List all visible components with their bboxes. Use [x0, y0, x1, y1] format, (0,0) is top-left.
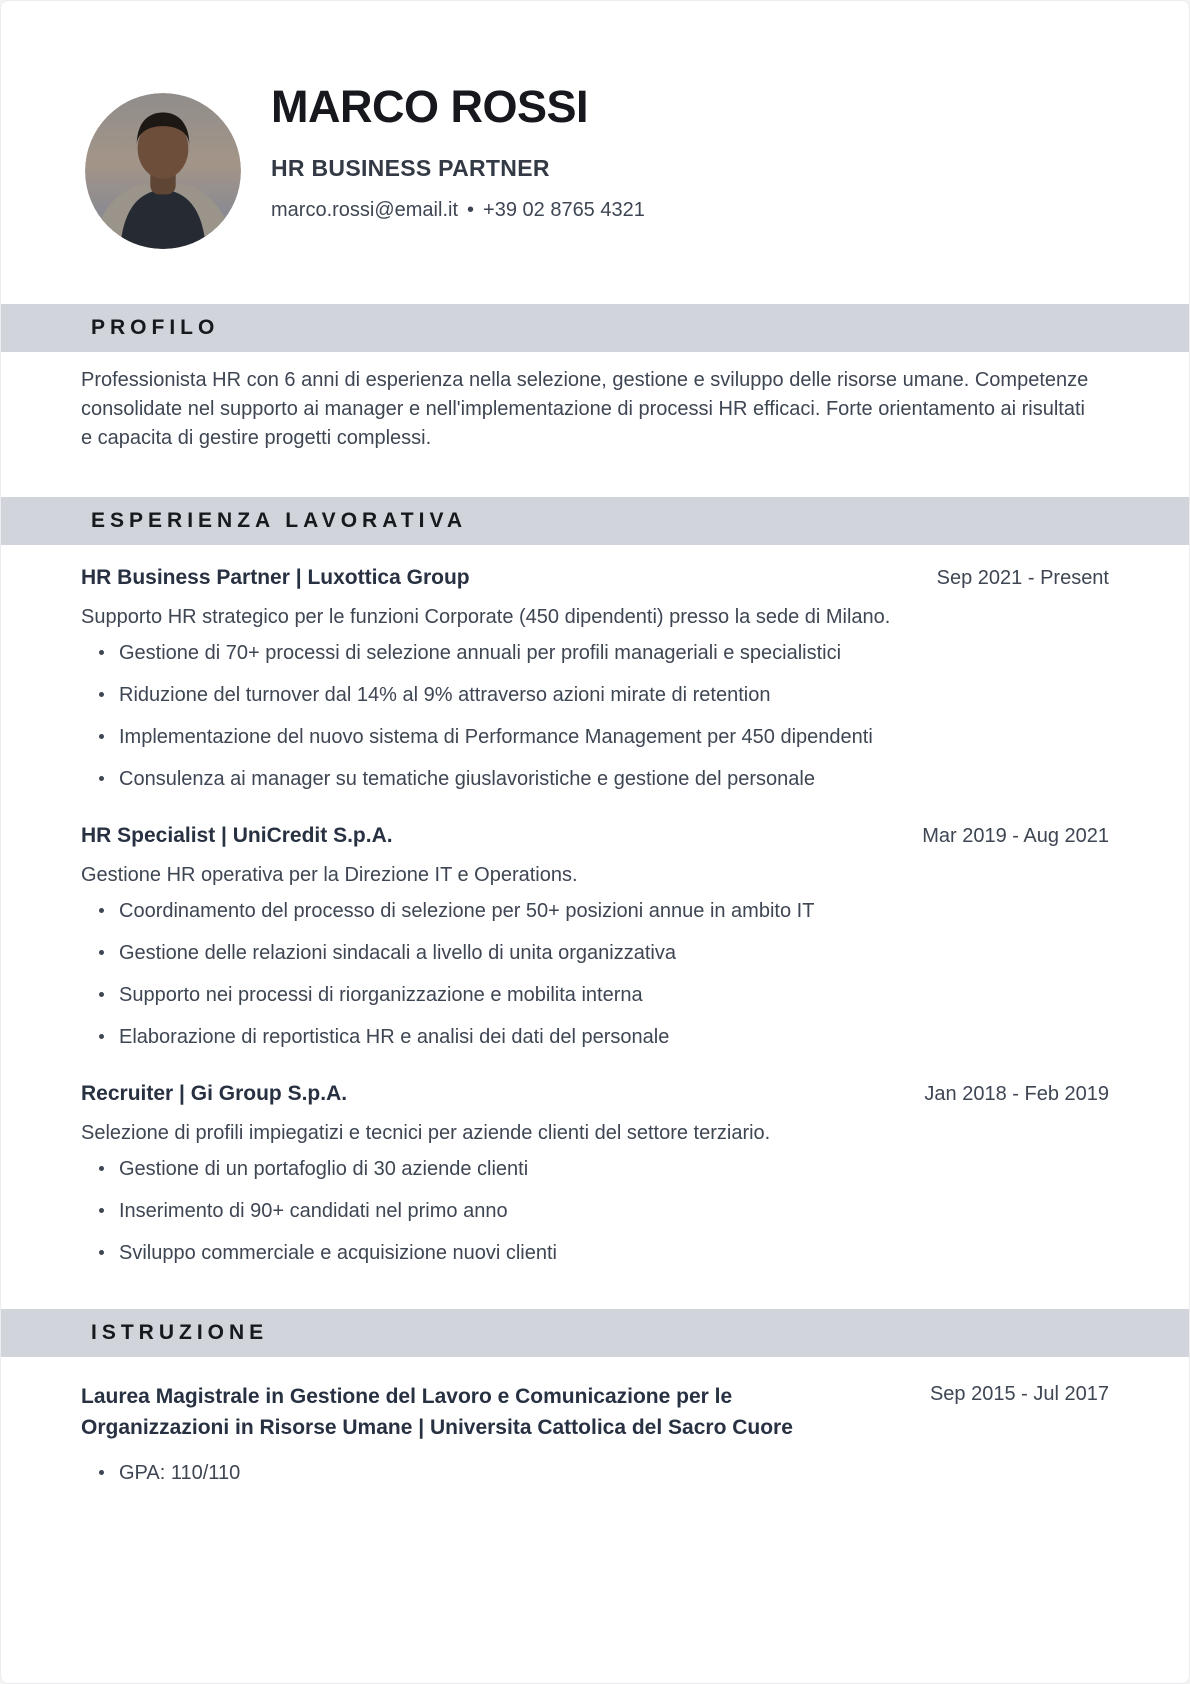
entry-header-row [81, 565, 1109, 591]
bullet-item: Consulenza ai manager su tematiche giuslavoristiche e gestione del personale [119, 765, 1109, 793]
section-heading-label: ISTRUZIONE [91, 1321, 269, 1344]
resume-entry [81, 565, 1109, 793]
resume-entry [81, 823, 1109, 1051]
education-list [1, 1381, 1189, 1487]
contact-separator-dot: • [467, 199, 475, 222]
entry-dates: Mar 2019 - Aug 2021 [922, 825, 1109, 847]
entry-title: HR Business Partner | Luxottica Group [81, 566, 470, 589]
entry-header-row [81, 1381, 1109, 1443]
contact-email: marco.rossi@email.it [271, 199, 459, 222]
resume-entry [81, 1081, 1109, 1267]
profile-photo [85, 93, 241, 249]
entry-header-row [81, 823, 1109, 849]
bullet-item: GPA: 110/110 [119, 1459, 1109, 1487]
bullet-item: Supporto nei processi di riorganizzazione e mobilita interna [119, 981, 1109, 1009]
profile-summary-text: Professionista HR con 6 anni di esperienza nella selezione, gestione e sviluppo delle risorse umane. Competenze consolidate nel supporto ai manager e nell'implementazione di processi HR efficaci. Forte orientamento ai risultati e capacita di gestire progetti complessi. [81, 369, 1089, 449]
section-experience [1, 497, 1189, 1267]
section-heading-label: ESPERIENZA LAVORATIVA [91, 509, 468, 532]
section-header-esperienza [1, 497, 1189, 545]
bullet-item: Inserimento di 90+ candidati nel primo anno [119, 1197, 1109, 1225]
entry-description: Selezione di profili impiegatizi e tecnici per aziende clienti del settore terziario. [81, 1122, 771, 1144]
entry-header-row [81, 1081, 1109, 1107]
bullet-item: Riduzione del turnover dal 14% al 9% attraverso azioni mirate di retention [119, 681, 1109, 709]
entry-title: Recruiter | Gi Group S.p.A. [81, 1082, 348, 1105]
person-name: MARCO ROSSI [271, 81, 589, 132]
entry-description: Gestione HR operativa per la Direzione IT e Operations. [81, 864, 578, 886]
entry-description: Supporto HR strategico per le funzioni Corporate (450 dipendenti) presso la sede di Milano. [81, 606, 891, 628]
resume-entry [81, 1381, 1109, 1487]
entry-dates: Jan 2018 - Feb 2019 [924, 1083, 1109, 1105]
header-text-block [271, 83, 645, 222]
entry-title: HR Specialist | UniCredit S.p.A. [81, 824, 393, 847]
bullet-item: Coordinamento del processo di selezione per 50+ posizioni annue in ambito IT [119, 897, 1109, 925]
entry-bullet-list [81, 897, 1109, 1051]
entry-dates: Sep 2021 - Present [936, 567, 1109, 589]
section-education [1, 1309, 1189, 1487]
entry-title: Laurea Magistrale in Gestione del Lavoro e Comunicazione per le Organizzazioni in Risorse Umane | Universita Cattolica del Sacro Cuore [81, 1385, 793, 1439]
entry-bullet-list [81, 1459, 1109, 1487]
bullet-item: Sviluppo commerciale e acquisizione nuovi clienti [119, 1239, 1109, 1267]
contact-line [271, 199, 645, 222]
bullet-item: Gestione di 70+ processi di selezione annuali per profili manageriali e specialistici [119, 639, 1109, 667]
bullet-item: Elaborazione di reportistica HR e analisi dei dati del personale [119, 1023, 1109, 1051]
contact-phone: +39 02 8765 4321 [483, 199, 645, 222]
bullet-item: Gestione di un portafoglio di 30 aziende clienti [119, 1155, 1109, 1183]
section-header-profilo [1, 304, 1189, 352]
section-heading-label: PROFILO [91, 316, 220, 339]
entry-bullet-list [81, 1155, 1109, 1267]
avatar-illustration [85, 93, 241, 249]
bullet-item: Implementazione del nuovo sistema di Performance Management per 450 dipendenti [119, 723, 1109, 751]
entry-dates: Sep 2015 - Jul 2017 [929, 1383, 1109, 1405]
section-profile [1, 304, 1189, 453]
person-job-title: HR BUSINESS PARTNER [271, 155, 550, 182]
section-header-istruzione [1, 1309, 1189, 1357]
entry-bullet-list [81, 639, 1109, 793]
bullet-item: Gestione delle relazioni sindacali a livello di unita organizzativa [119, 939, 1109, 967]
resume-header [1, 1, 1189, 304]
experience-list [1, 565, 1189, 1267]
